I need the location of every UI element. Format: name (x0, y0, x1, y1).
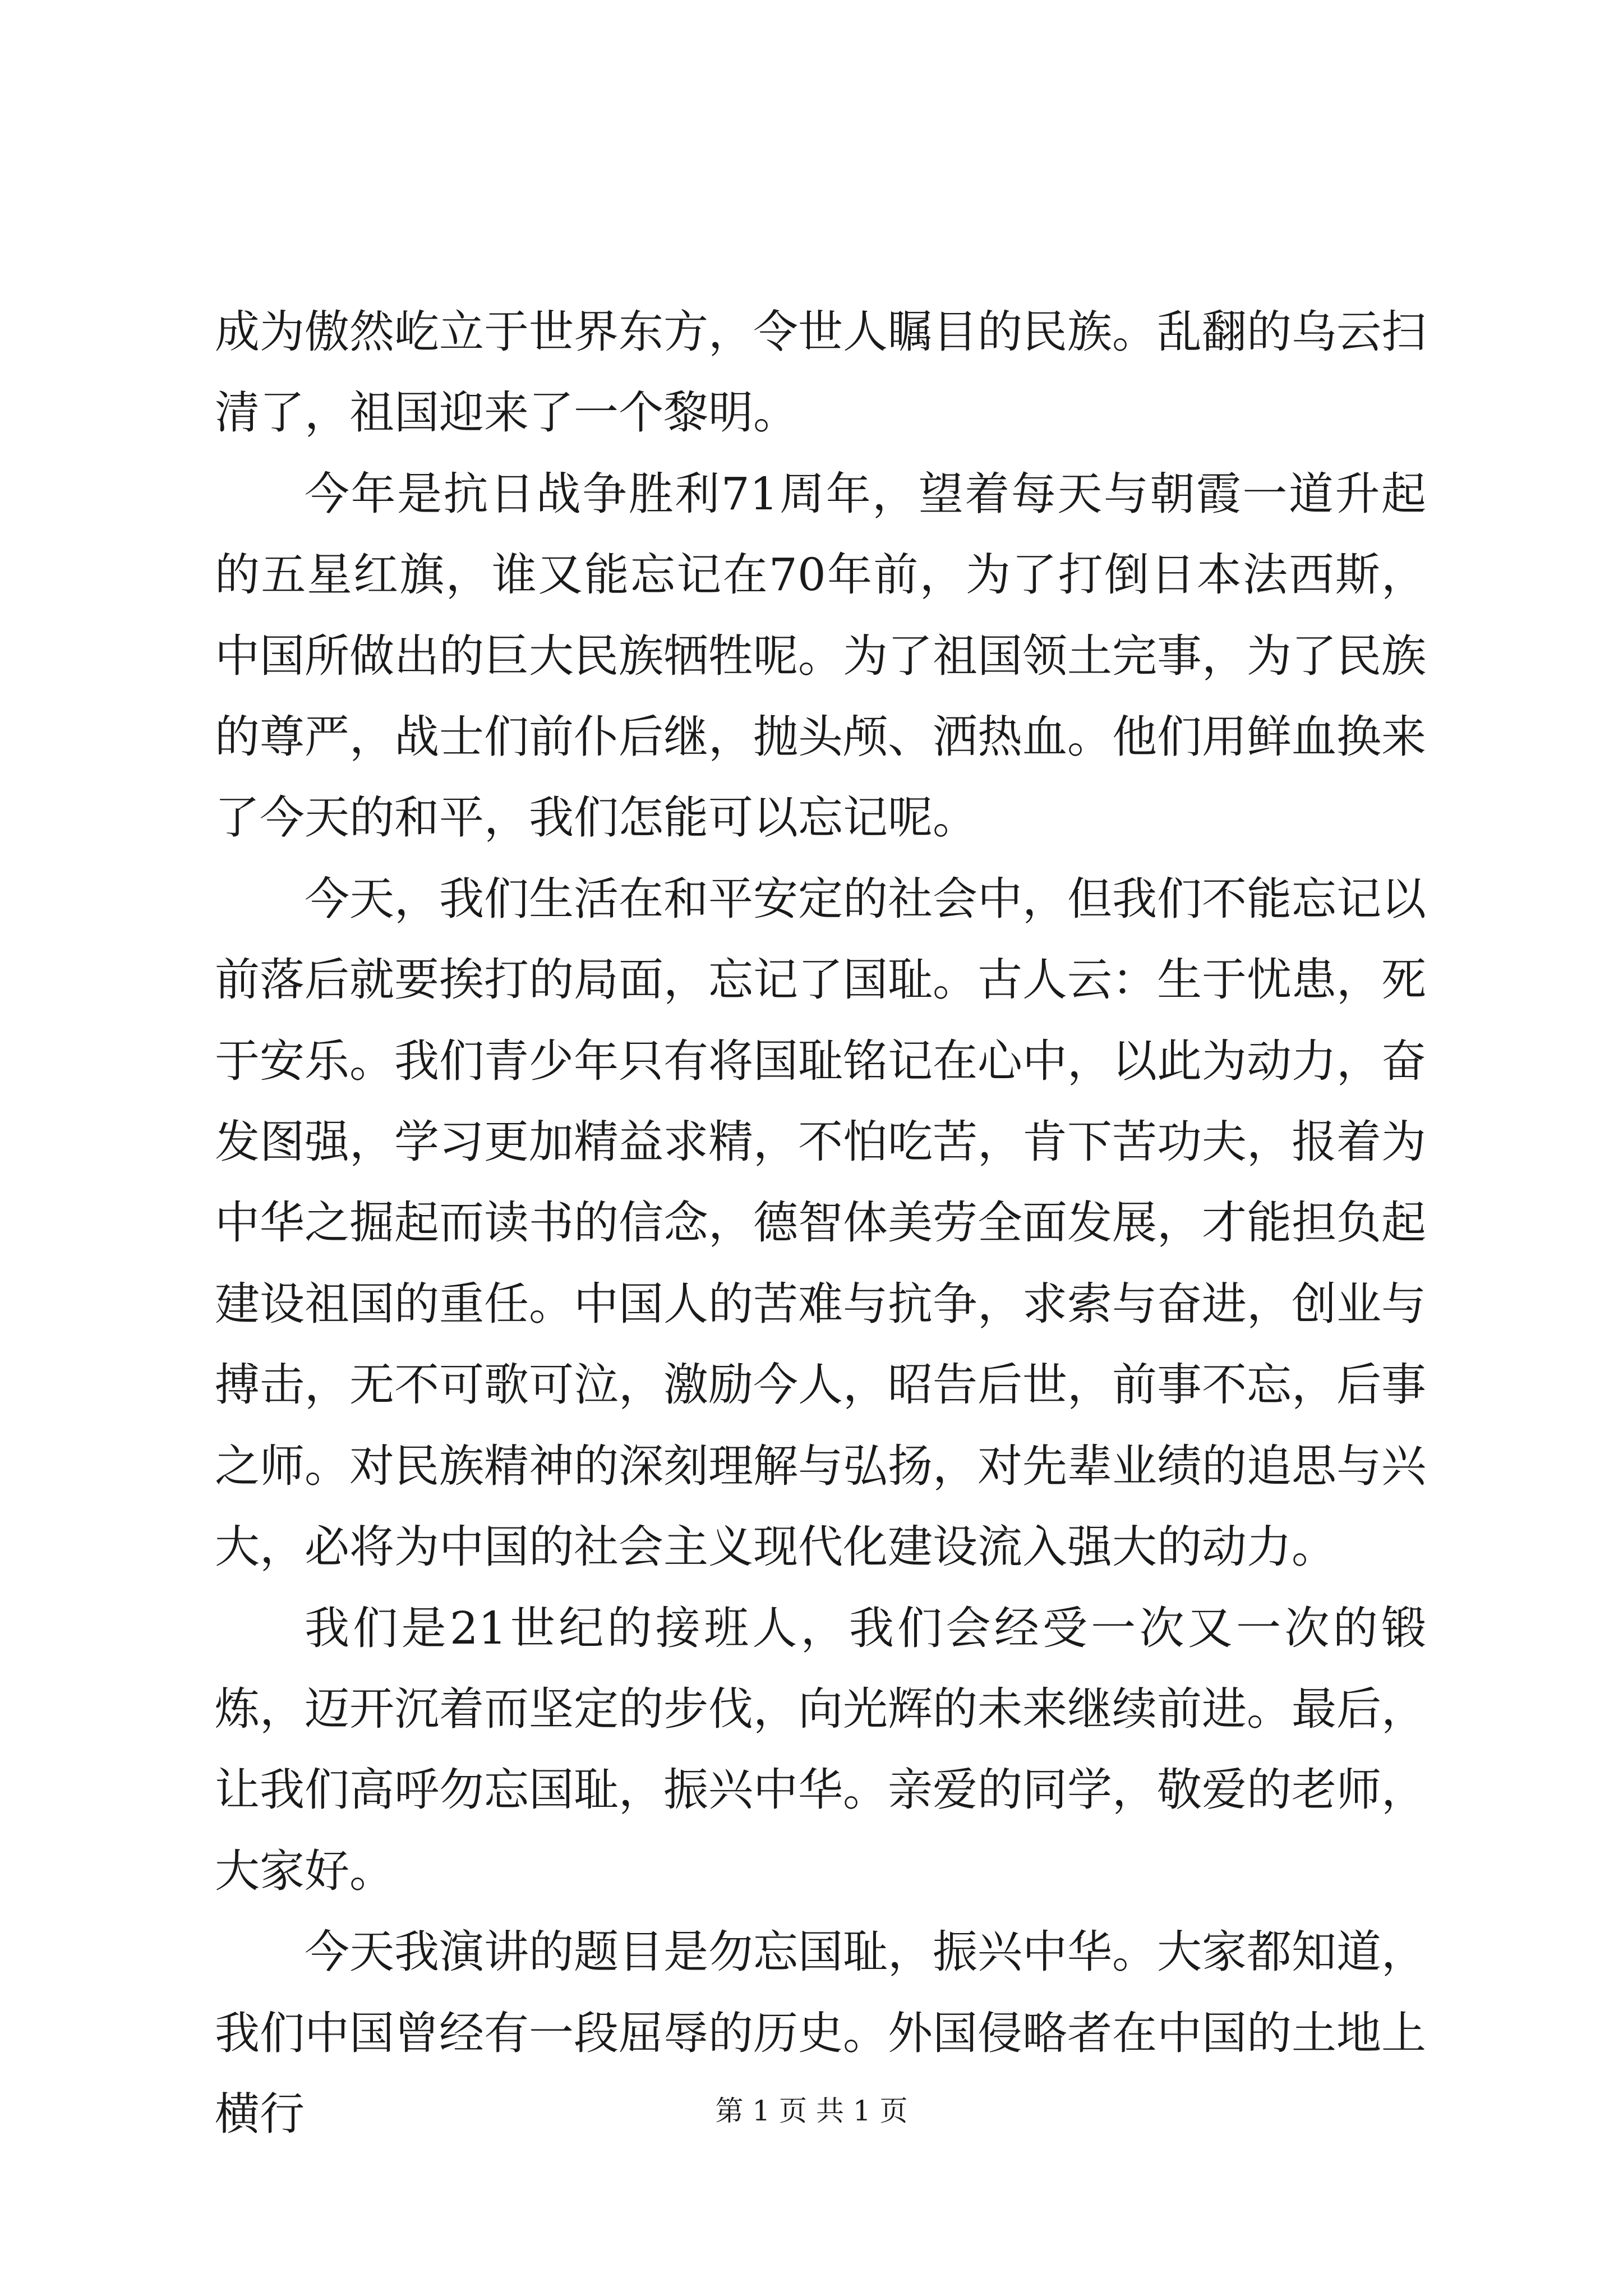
page-footer: 第 1 页 共 1 页 (715, 2095, 908, 2127)
paragraph-1: 成为傲然屹立于世界东方，令世人瞩目的民族。乱翻的乌云扫清了，祖国迎来了一个黎明。 (215, 306, 1426, 439)
paragraph-3: 今天，我们生活在和平安定的社会中，但我们不能忘记以前落后就要挨打的局面，忘记了国耻。古人云：生于忧患，死于安乐。我们青少年只有将国耻铭记在心中，以此为动力，奋发图强，学习更加精益求精，不怕吃苦，肯下苦功夫，报着为中华之掘起而读书的信念，德智体美劳全面发展，才能担负起建设祖国的重任。中国人的苦难与抗争，求索与奋进，创业与搏击，无不可歌可泣，激励今人，昭告后世，前事不忘，后事之师。对民族精神的深刻理解与弘扬，对先辈业绩的追思与兴大，必将为中国的社会主义现代化建设流入强大的动力。 (215, 872, 1426, 1573)
paragraph-5: 今天我演讲的题目是勿忘国耻，振兴中华。大家都知道，我们中国曾经有一段屈辱的历史。外国侵略者在中国的土地上横行 (215, 1926, 1426, 2140)
paragraph-2: 今年是抗日战争胜利71周年，望着每天与朝霞一道升起的五星红旗，谁又能忘记在70年前，为了打倒日本法西斯，中国所做出的巨大民族牺牲呢。为了祖国领土完事，为了民族的尊严，战士们前仆后继，抛头颅、洒热血。他们用鲜血换来了今天的和平，我们怎能可以忘记呢。 (215, 467, 1426, 844)
paragraph-4: 我们是21世纪的接班人，我们会经受一次又一次的锻炼，迈开沉着而坚定的步伐，向光辉的未来继续前进。最后，让我们高呼勿忘国耻，振兴中华。亲爱的同学，敬爱的老师，大家好。 (215, 1602, 1426, 1897)
document-body (215, 292, 1426, 2155)
